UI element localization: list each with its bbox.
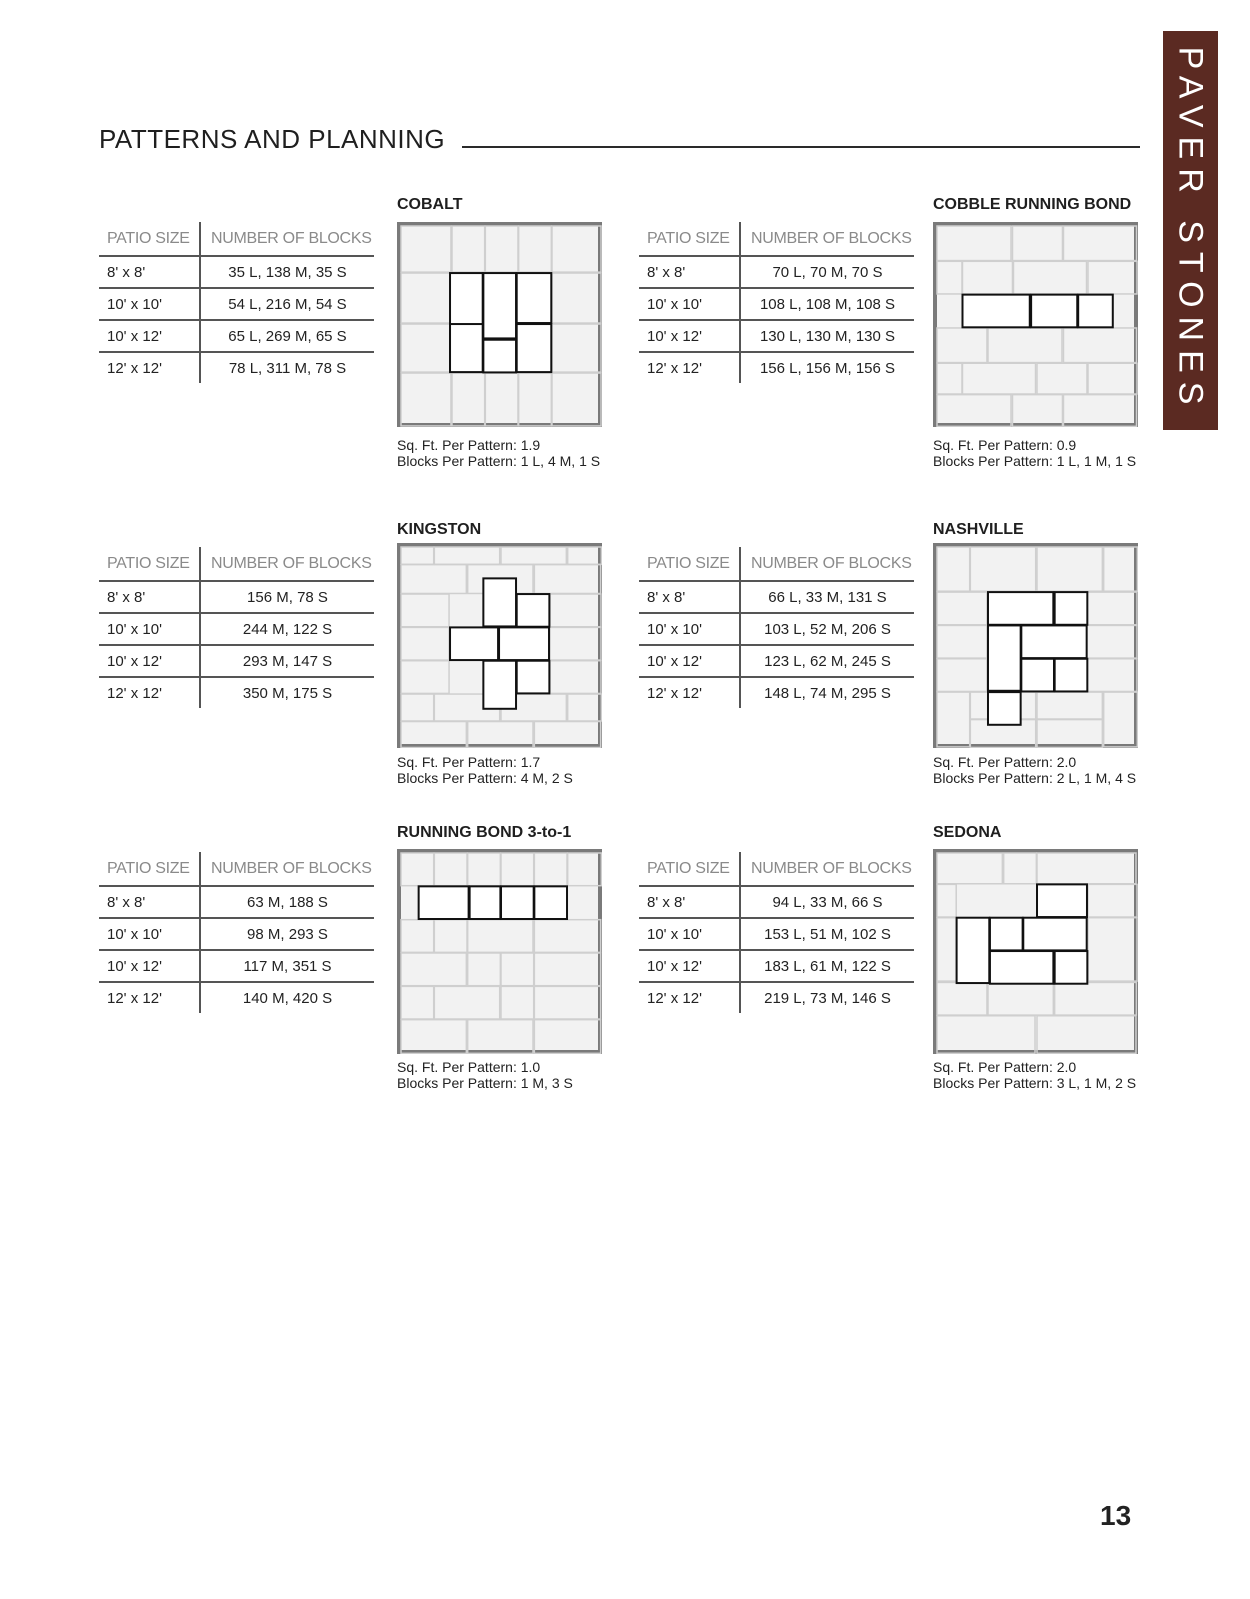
pattern-block xyxy=(517,273,552,323)
table-cell: 12' x 12' xyxy=(99,677,200,708)
blocks-table-running-bond-3-to-1 xyxy=(99,852,374,1013)
table-cell: 156 L, 156 M, 156 S xyxy=(759,359,896,377)
table-cell: 153 L, 51 M, 102 S xyxy=(740,918,914,950)
column-header: PATIO SIZE xyxy=(639,852,740,886)
pattern-diagram-kingston xyxy=(397,543,602,748)
sqft-per-pattern: Sq. Ft. Per Pattern: 2.0 xyxy=(933,754,1077,770)
table-row xyxy=(99,918,374,950)
pattern-block xyxy=(1023,918,1086,951)
table-cell: 8' x 8' xyxy=(639,256,740,288)
pattern-name-cobble-running-bond: COBBLE RUNNING BOND xyxy=(933,196,1132,213)
table-cell: 117 M, 351 S xyxy=(200,950,374,982)
pattern-block xyxy=(1078,295,1113,328)
pattern-info-sedona xyxy=(933,1059,1136,1091)
table-row xyxy=(99,645,374,677)
blocks-table-cobalt xyxy=(99,222,374,383)
table-row xyxy=(639,982,914,1013)
pattern-block xyxy=(517,324,552,372)
blocks-per-pattern: Blocks Per Pattern: 3 L, 1 M, 2 S xyxy=(933,1075,1137,1091)
table-cell: 103 L, 52 M, 206 S xyxy=(740,613,914,645)
title-divider xyxy=(462,146,1140,148)
table-cell: 350 M, 175 S xyxy=(242,684,333,702)
blocks-table-sedona xyxy=(639,852,914,1013)
pattern-diagram-cobble-running-bond xyxy=(933,222,1138,427)
table-cell: 66 L, 33 M, 131 S xyxy=(740,581,914,613)
table-cell: 156 M, 78 S xyxy=(200,581,374,613)
table-cell: 10' x 12' xyxy=(99,320,200,352)
table-cell: 12' x 12' xyxy=(99,982,200,1013)
column-header: NUMBER OF BLOCKS xyxy=(740,852,914,886)
pattern-diagram-sedona xyxy=(933,849,1138,1054)
table-row xyxy=(99,352,374,383)
table-row xyxy=(639,645,914,677)
table-cell: 12' x 12' xyxy=(639,982,740,1013)
table-row xyxy=(99,886,374,918)
table-cell: 148 L, 74 M, 295 S xyxy=(764,684,891,702)
table-row xyxy=(639,918,914,950)
pattern-svg xyxy=(397,222,602,427)
column-header: PATIO SIZE xyxy=(99,547,200,581)
pattern-diagram-nashville xyxy=(933,543,1138,748)
column-header: NUMBER OF BLOCKS xyxy=(200,547,374,581)
table-cell: 10' x 12' xyxy=(99,645,200,677)
side-tab-label: PAVER STONES xyxy=(1171,46,1210,414)
table-cell: 70 L, 70 M, 70 S xyxy=(740,256,914,288)
table-row xyxy=(639,256,914,288)
pattern-block xyxy=(470,886,501,919)
table-cell: 78 L, 311 M, 78 S xyxy=(228,359,347,377)
pattern-svg xyxy=(397,543,602,748)
pattern-block xyxy=(1055,659,1088,692)
pattern-block xyxy=(501,886,534,919)
pattern-block xyxy=(1037,884,1087,917)
table-cell: 65 L, 269 M, 65 S xyxy=(200,320,374,352)
table-cell: 10' x 10' xyxy=(99,613,200,645)
table-cell: 10' x 10' xyxy=(639,288,740,320)
table-cell: 130 L, 130 M, 130 S xyxy=(740,320,914,352)
table-row xyxy=(639,352,914,383)
pattern-name-nashville: NASHVILLE xyxy=(933,521,1024,538)
pattern-info-running-bond-3-to-1 xyxy=(397,1059,573,1091)
table-cell: 35 L, 138 M, 35 S xyxy=(200,256,374,288)
table-row xyxy=(99,581,374,613)
table-cell: 10' x 10' xyxy=(99,918,200,950)
pattern-name-cobalt: COBALT xyxy=(397,196,463,213)
column-header: PATIO SIZE xyxy=(639,222,740,256)
table-row xyxy=(639,320,914,352)
table-row xyxy=(639,288,914,320)
pattern-block xyxy=(534,886,567,919)
column-header: NUMBER OF BLOCKS xyxy=(200,222,374,256)
table-row xyxy=(639,613,914,645)
pattern-block xyxy=(957,918,990,983)
pattern-block xyxy=(517,594,550,627)
pattern-block xyxy=(988,692,1021,725)
pattern-name-kingston: KINGSTON xyxy=(397,521,482,538)
table-cell: 293 M, 147 S xyxy=(200,645,374,677)
pattern-svg xyxy=(933,849,1138,1054)
blocks-per-pattern: Blocks Per Pattern: 1 L, 4 M, 1 S xyxy=(397,453,601,469)
column-header: PATIO SIZE xyxy=(99,222,200,256)
pattern-block xyxy=(483,578,516,626)
column-header: NUMBER OF BLOCKS xyxy=(740,547,914,581)
blocks-per-pattern: Blocks Per Pattern: 2 L, 1 M, 4 S xyxy=(933,770,1137,786)
table-row xyxy=(99,613,374,645)
sqft-per-pattern: Sq. Ft. Per Pattern: 1.0 xyxy=(397,1059,541,1075)
page-title: PATTERNS AND PLANNING xyxy=(99,124,446,154)
table-row xyxy=(99,256,374,288)
pattern-block xyxy=(990,951,1053,984)
column-header: NUMBER OF BLOCKS xyxy=(200,852,374,886)
table-cell: 10' x 12' xyxy=(639,320,740,352)
pattern-block xyxy=(988,592,1053,625)
sqft-per-pattern: Sq. Ft. Per Pattern: 2.0 xyxy=(933,1059,1077,1075)
table-cell: 219 L, 73 M, 146 S xyxy=(764,989,891,1007)
pattern-svg xyxy=(397,849,602,1054)
table-cell: 8' x 8' xyxy=(99,886,200,918)
pattern-block xyxy=(499,627,549,660)
table-row xyxy=(639,950,914,982)
pattern-block xyxy=(1031,295,1077,328)
pattern-diagram-running-bond-3-to-1 xyxy=(397,849,602,1054)
table-row xyxy=(639,886,914,918)
table-cell: 8' x 8' xyxy=(99,256,200,288)
table-cell: 10' x 10' xyxy=(639,613,740,645)
pattern-svg xyxy=(933,222,1138,427)
table-cell: 8' x 8' xyxy=(639,886,740,918)
blocks-table-nashville xyxy=(639,547,914,708)
table-cell: 94 L, 33 M, 66 S xyxy=(740,886,914,918)
table-cell: 10' x 12' xyxy=(99,950,200,982)
pattern-block xyxy=(419,886,469,919)
pattern-info-cobalt xyxy=(397,437,600,469)
pattern-block xyxy=(988,625,1021,690)
pattern-svg xyxy=(933,543,1138,748)
table-cell: 183 L, 61 M, 122 S xyxy=(740,950,914,982)
pattern-info-cobble-running-bond xyxy=(933,437,1136,469)
pattern-block xyxy=(483,661,516,709)
table-cell: 10' x 10' xyxy=(99,288,200,320)
table-cell: 108 L, 108 M, 108 S xyxy=(740,288,914,320)
column-header: NUMBER OF BLOCKS xyxy=(740,222,914,256)
table-cell: 98 M, 293 S xyxy=(200,918,374,950)
pattern-diagram-cobalt xyxy=(397,222,602,427)
pattern-block xyxy=(450,324,483,372)
page-number: 13 xyxy=(1100,1500,1132,1531)
blocks-table-kingston xyxy=(99,547,374,708)
table-cell: 12' x 12' xyxy=(639,677,740,708)
table-cell: 12' x 12' xyxy=(639,352,740,383)
column-header: PATIO SIZE xyxy=(639,547,740,581)
table-row xyxy=(99,288,374,320)
table-row xyxy=(639,581,914,613)
table-cell: 140 M, 420 S xyxy=(242,989,333,1007)
pattern-name-running-bond-3-to-1: RUNNING BOND 3-to-1 xyxy=(397,824,572,841)
table-cell: 10' x 10' xyxy=(639,918,740,950)
pattern-block xyxy=(517,661,550,694)
diagram-frame xyxy=(399,851,600,1052)
table-row xyxy=(99,950,374,982)
table-cell: 10' x 12' xyxy=(639,950,740,982)
table-row xyxy=(99,982,374,1013)
pattern-info-kingston xyxy=(397,754,573,786)
column-header: PATIO SIZE xyxy=(99,852,200,886)
pattern-block xyxy=(962,295,1029,328)
pattern-block xyxy=(1055,592,1088,625)
table-cell: 10' x 12' xyxy=(639,645,740,677)
sqft-per-pattern: Sq. Ft. Per Pattern: 1.9 xyxy=(397,437,541,453)
blocks-per-pattern: Blocks Per Pattern: 4 M, 2 S xyxy=(397,770,573,786)
pattern-block xyxy=(1055,951,1088,984)
pattern-block xyxy=(1021,625,1086,658)
pattern-block xyxy=(483,340,516,373)
pattern-block xyxy=(990,918,1023,951)
pattern-block xyxy=(483,273,516,338)
pattern-name-sedona: SEDONA xyxy=(933,824,1002,841)
table-row xyxy=(99,320,374,352)
table-cell: 54 L, 216 M, 54 S xyxy=(200,288,374,320)
pattern-block xyxy=(1021,659,1054,692)
pattern-info-nashville xyxy=(933,754,1136,786)
blocks-per-pattern: Blocks Per Pattern: 1 M, 3 S xyxy=(397,1075,573,1091)
table-cell: 244 M, 122 S xyxy=(200,613,374,645)
blocks-table-cobble-running-bond xyxy=(639,222,914,383)
sqft-per-pattern: Sq. Ft. Per Pattern: 0.9 xyxy=(933,437,1077,453)
table-cell: 12' x 12' xyxy=(99,352,200,383)
table-cell: 63 M, 188 S xyxy=(200,886,374,918)
table-cell: 8' x 8' xyxy=(639,581,740,613)
table-cell: 123 L, 62 M, 245 S xyxy=(740,645,914,677)
table-row xyxy=(639,677,914,708)
pattern-block xyxy=(450,627,498,660)
table-row xyxy=(99,677,374,708)
table-cell: 8' x 8' xyxy=(99,581,200,613)
sqft-per-pattern: Sq. Ft. Per Pattern: 1.7 xyxy=(397,754,541,770)
blocks-per-pattern: Blocks Per Pattern: 1 L, 1 M, 1 S xyxy=(933,453,1137,469)
